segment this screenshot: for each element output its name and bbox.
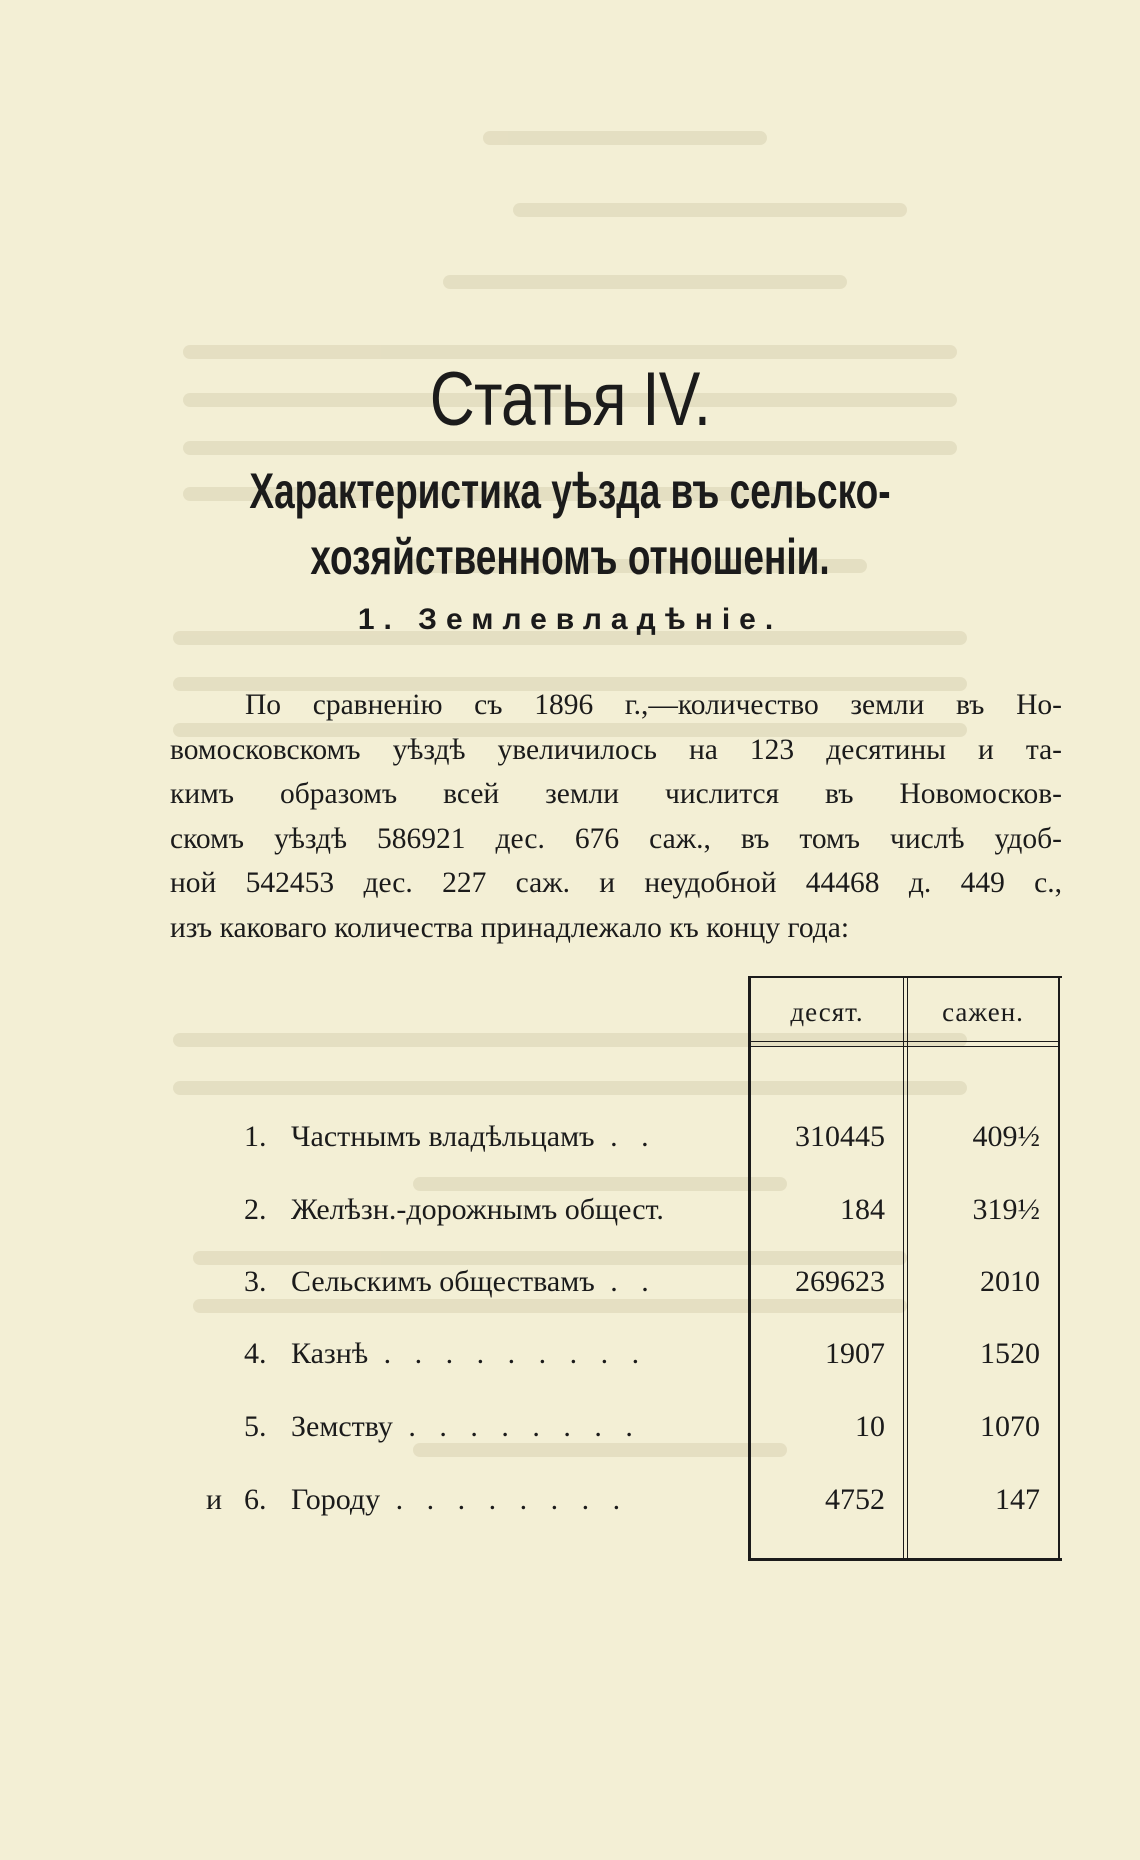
section-heading: 1. Землевладѣніе.	[357, 603, 783, 636]
body-paragraph	[170, 683, 1062, 951]
cell-sazhen: 2010	[980, 1265, 1040, 1298]
cell-desyat: 4752	[825, 1483, 885, 1516]
article-title: Статья IV.	[429, 357, 711, 442]
column-header-desyat: десят.	[790, 997, 864, 1027]
row-number: 3.	[244, 1265, 267, 1298]
cell-desyat: 1907	[825, 1337, 885, 1370]
row-number: 1.	[244, 1120, 267, 1153]
row-label: Сельскимъ обществамъ . .	[291, 1265, 657, 1298]
row-number: 2.	[244, 1193, 267, 1226]
row-number: 4.	[244, 1337, 267, 1370]
paragraph-line: вомосковскомъ уѣздѣ увеличилось на 123 десятины и та-	[170, 733, 1062, 766]
row-number: 6.	[244, 1483, 267, 1516]
cell-sazhen: 1070	[980, 1410, 1040, 1443]
table-top-rule	[748, 976, 1062, 978]
table-row	[0, 1475, 1140, 1525]
cell-sazhen: 147	[995, 1483, 1040, 1516]
table-row	[0, 1112, 1140, 1162]
paragraph-line: ной 542453 дес. 227 саж. и неудобной 44468 д. 449 с.,	[170, 867, 1062, 900]
table-row	[0, 1185, 1140, 1235]
row-label: Частнымъ владѣльцамъ . .	[291, 1120, 657, 1153]
paragraph-line: скомъ уѣздѣ 586921 дес. 676 саж., въ томъ числѣ удоб-	[170, 822, 1062, 855]
row-label: Казнѣ . . . . . . . . .	[291, 1337, 648, 1370]
paragraph-line: изъ каковаго количества принадлежало къ концу года:	[170, 911, 850, 944]
row-label: Желѣзн.-дорожнымъ общест.	[291, 1193, 664, 1226]
table-header-rule	[750, 1041, 1060, 1042]
column-header-sazhen: сажен.	[942, 997, 1024, 1027]
paragraph-line: По сравненію съ 1896 г.,—количество земли въ Но-	[245, 689, 1062, 721]
table-row	[0, 1402, 1140, 1452]
paragraph-line: кимъ образомъ всей земли числится въ Новомосков-	[170, 778, 1062, 811]
cell-desyat: 10	[855, 1410, 885, 1443]
table-header-rule	[750, 1046, 1060, 1047]
cell-desyat: 269623	[795, 1265, 885, 1298]
cell-desyat: 310445	[795, 1120, 885, 1153]
row-label: Земству . . . . . . . .	[291, 1410, 641, 1443]
table-row	[0, 1329, 1140, 1379]
table-bottom-rule	[748, 1558, 1062, 1561]
cell-sazhen: 1520	[980, 1337, 1040, 1370]
table-row	[0, 1257, 1140, 1307]
cell-sazhen: 409½	[972, 1120, 1040, 1153]
row-label: Городу . . . . . . . .	[291, 1483, 629, 1516]
cell-desyat: 184	[840, 1193, 885, 1226]
article-subtitle: Характеристика уѣзда въ сельско-хозяйственномъ отношеніи.	[249, 463, 891, 585]
cell-sazhen: 319½	[972, 1193, 1040, 1226]
row-prefix: и	[206, 1483, 223, 1516]
row-number: 5.	[244, 1410, 267, 1443]
